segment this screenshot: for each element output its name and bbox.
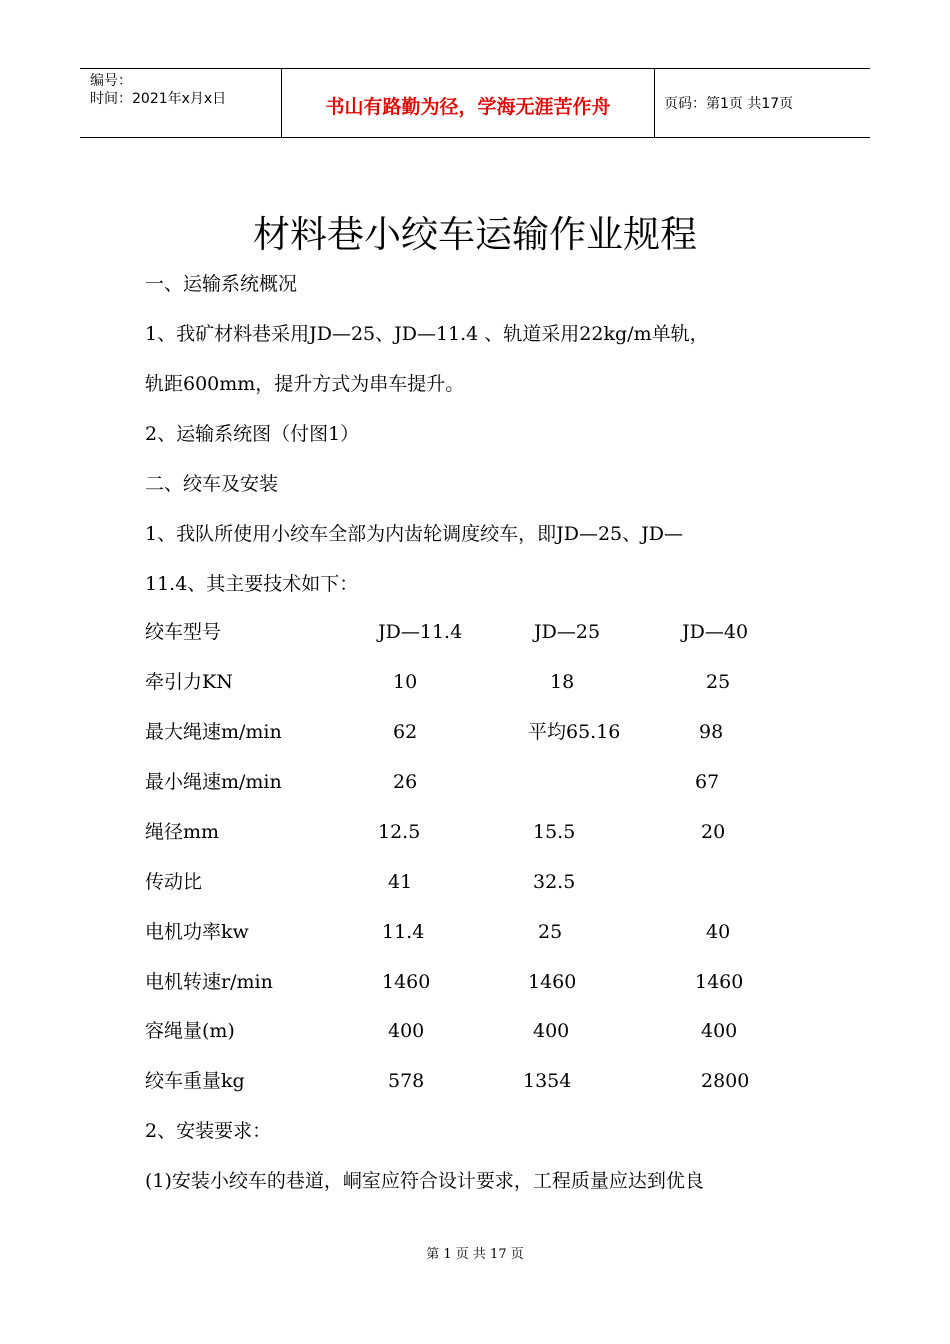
spec-row <box>0 718 950 746</box>
header-date-label: 时间：2021年x月x日 <box>90 91 227 107</box>
section1-item2: 2、运输系统图（付图1） <box>145 423 360 445</box>
section2-heading: 二、绞车及安装 <box>145 473 279 495</box>
spec-value-col1: 26 <box>393 771 418 793</box>
spec-value-col2: 32.5 <box>533 871 576 893</box>
spec-value-col3: 20 <box>701 821 726 843</box>
spec-label: 绞车重量kg <box>145 1070 245 1092</box>
spec-value-col3: 67 <box>695 771 720 793</box>
spec-value-col2: 400 <box>533 1020 570 1042</box>
section1-item1-line1: 1、我矿材料巷采用JD—25、JD—11.4 、轨道采用22kg/m单轨， <box>145 323 709 345</box>
header-motto-cell <box>281 69 655 137</box>
spec-value-col1: 62 <box>393 721 418 743</box>
spec-row <box>0 968 950 996</box>
header-right-cell <box>654 69 870 137</box>
section2-item2-1: (1)安装小绞车的巷道，峒室应符合设计要求，工程质量应达到优良 <box>145 1170 704 1192</box>
spec-label: 电机功率kw <box>145 921 249 943</box>
spec-value-col3: JD—40 <box>682 621 749 643</box>
spec-value-col2: JD—25 <box>534 621 601 643</box>
spec-value-col2: 15.5 <box>533 821 576 843</box>
spec-label: 牵引力KN <box>145 671 233 693</box>
section1-item1-line2: 轨距600mm，提升方式为串车提升。 <box>145 373 465 395</box>
section2-item1-line1: 1、我队所使用小绞车全部为内齿轮调度绞车，即JD—25、JD— <box>145 523 683 545</box>
spec-value-col1: 400 <box>388 1020 425 1042</box>
spec-value-col3: 40 <box>706 921 731 943</box>
section1-heading: 一、运输系统概况 <box>145 273 298 295</box>
spec-value-col2: 平均65.16 <box>528 721 621 743</box>
spec-label: 传动比 <box>145 871 203 893</box>
header-motto: 书山有路勤为径，学海无涯苦作舟 <box>325 96 611 118</box>
spec-label: 容绳量(m) <box>145 1020 235 1042</box>
spec-row <box>0 668 950 696</box>
header-number-label: 编号： <box>90 73 132 89</box>
document-title: 材料巷小绞车运输作业规程 <box>253 213 697 256</box>
spec-value-col2: 1460 <box>528 971 577 993</box>
spec-value-col3: 98 <box>699 721 724 743</box>
spec-value-col1: 41 <box>388 871 413 893</box>
spec-value-col3: 1460 <box>695 971 744 993</box>
spec-value-col3: 400 <box>701 1020 738 1042</box>
spec-row <box>0 818 950 846</box>
spec-value-col2: 18 <box>550 671 575 693</box>
section2-item2: 2、安装要求： <box>145 1120 272 1142</box>
spec-label: 绞车型号 <box>145 621 222 643</box>
spec-row <box>0 868 950 896</box>
spec-value-col1: 12.5 <box>378 821 421 843</box>
page-footer: 第 1 页 共 17 页 <box>426 1247 524 1262</box>
spec-label: 最小绳速m/min <box>145 771 282 793</box>
header-table <box>80 68 870 138</box>
spec-value-col1: 10 <box>393 671 418 693</box>
section2-item1-line2: 11.4、其主要技术如下： <box>145 573 359 595</box>
spec-label: 电机转速r/min <box>145 971 273 993</box>
spec-value-col1: 11.4 <box>382 921 425 943</box>
spec-row <box>0 618 950 646</box>
spec-value-col3: 2800 <box>701 1070 750 1092</box>
spec-value-col2: 25 <box>538 921 563 943</box>
spec-value-col3: 25 <box>706 671 731 693</box>
spec-value-col1: 578 <box>388 1070 425 1092</box>
header-page-info: 页码：第1页 共17页 <box>664 96 794 112</box>
spec-label: 最大绳速m/min <box>145 721 282 743</box>
spec-row <box>0 918 950 946</box>
spec-row <box>0 768 950 796</box>
spec-row <box>0 1067 950 1095</box>
spec-label: 绳径mm <box>145 821 220 843</box>
spec-value-col2: 1354 <box>523 1070 572 1092</box>
header-left-cell <box>80 69 281 137</box>
spec-row <box>0 1017 950 1045</box>
spec-value-col1: 1460 <box>382 971 431 993</box>
spec-value-col1: JD—11.4 <box>378 621 463 643</box>
